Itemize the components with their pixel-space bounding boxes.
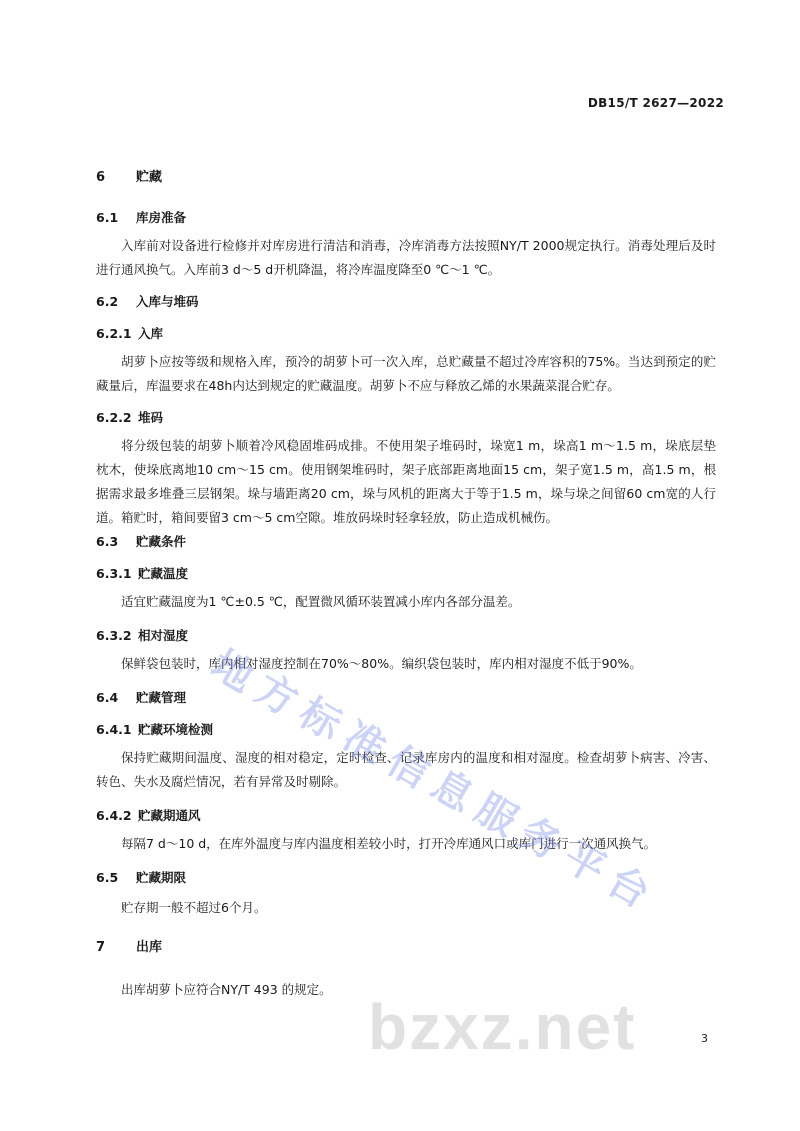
section-6-2-2-body: 将分级包装的胡萝卜顺着冷风稳固堆码成排。不使用架子堆码时，垛宽1 m，垛高1 m～1.5 m，垛底层垫枕木，使垛底离地10 cm～15 cm。使用钢架堆码时，架子底部距离地面15 cm，架子宽1.5 m，高1.5 m，根据需求最多堆叠三层钢架。垛与墙距离20 cm，垛与风机的距离大于等于1.5 m，垛与垛之间留60 cm宽的人行道。箱贮时，箱间要留3 cm～5 cm空隙。堆放码垛时轻拿轻放，防止造成机械伤。 <box>96 438 716 525</box>
section-6-3-1-heading <box>96 564 188 582</box>
section-number: 6.4.2 <box>96 808 132 823</box>
section-title: 出库 <box>136 940 163 955</box>
section-6-2-1-body: 胡萝卜应按等级和规格入库，预冷的胡萝卜可一次入库，总贮藏量不超过冷库容积的75%。当达到预定的贮藏量后，库温要求在48h内达到规定的贮藏温度。胡萝卜不应与释放乙烯的水果蔬菜混合贮存。 <box>96 354 716 393</box>
section-6-heading <box>96 166 162 185</box>
section-title: 贮藏温度 <box>138 566 189 581</box>
section-number: 6.3.2 <box>96 628 132 643</box>
section-7-heading <box>96 936 162 955</box>
section-6-2-heading <box>96 292 199 310</box>
watermark-char: 标 <box>291 688 350 750</box>
section-6-4-2-heading <box>96 806 201 824</box>
watermark-char: 信 <box>379 736 438 798</box>
section-title: 入库与堆码 <box>136 294 199 309</box>
section-6-4-1-heading <box>96 720 213 738</box>
section-6-5-heading <box>96 868 186 886</box>
section-6-2-1-heading <box>96 324 163 342</box>
watermark-char: 务 <box>511 808 570 870</box>
section-6-3-heading <box>96 532 186 550</box>
section-title: 堆码 <box>138 410 164 425</box>
watermark-char: 服 <box>467 784 526 846</box>
section-6-3-1-body: 适宜贮藏温度为1 ℃±0.5 ℃，配置微风循环装置减小库内各部分温差。 <box>121 594 521 609</box>
section-6-1-heading <box>96 208 186 226</box>
section-number: 6.4.1 <box>96 722 132 737</box>
section-6-5-body: 贮存期一般不超过6个月。 <box>121 900 267 915</box>
section-6-4-1-body: 保持贮藏期间温度、湿度的相对稳定，定时检查、记录库房内的温度和相对湿度。检查胡萝卜病害、冷害、转色、失水及腐烂情况，若有异常及时剔除。 <box>96 750 716 789</box>
watermark-char: 方 <box>247 664 306 726</box>
document-code: DB15/T 2627—2022 <box>587 96 724 110</box>
section-title: 库房准备 <box>136 210 187 225</box>
section-number: 6.5 <box>96 870 119 885</box>
section-7-body: 出库胡萝卜应符合NY/T 493 的规定。 <box>121 982 332 997</box>
section-number: 6.4 <box>96 690 119 705</box>
watermark-char: 准 <box>335 712 394 774</box>
section-6-3-2-heading <box>96 626 188 644</box>
section-number: 6.2 <box>96 294 119 309</box>
section-title: 入库 <box>138 326 164 341</box>
watermark-char: 台 <box>599 856 658 918</box>
section-number: 6.2.1 <box>96 326 132 341</box>
section-6-4-2-body: 每隔7 d～10 d，在库外温度与库内温度相差较小时，打开冷库通风口或库门进行一次通风换气。 <box>121 836 657 851</box>
section-title: 相对湿度 <box>138 628 189 643</box>
section-6-3-2-body: 保鲜袋包装时，库内相对湿度控制在70%～80%。编织袋包装时，库内相对湿度不低于90%。 <box>121 656 642 671</box>
section-title: 贮藏期通风 <box>138 808 201 823</box>
watermark-char: 地 <box>203 640 262 702</box>
section-title: 贮藏环境检测 <box>138 722 214 737</box>
section-number: 6.3.1 <box>96 566 132 581</box>
section-title: 贮藏 <box>136 170 163 185</box>
section-6-2-2-heading <box>96 408 163 426</box>
section-title: 贮藏期限 <box>136 870 187 885</box>
watermark-char: 息 <box>423 760 482 822</box>
section-title: 贮藏管理 <box>136 690 187 705</box>
site-watermark: bzxz.net <box>368 991 637 1063</box>
watermark-char: 平 <box>555 832 614 894</box>
section-number: 6 <box>96 170 106 185</box>
section-number: 6.3 <box>96 534 119 549</box>
page-number: 3 <box>701 1032 708 1045</box>
section-number: 6.2.2 <box>96 410 132 425</box>
section-title: 贮藏条件 <box>136 534 187 549</box>
section-number: 7 <box>96 940 106 955</box>
section-6-4-heading <box>96 688 186 706</box>
section-number: 6.1 <box>96 210 119 225</box>
section-6-1-body: 入库前对设备进行检修并对库房进行清洁和消毒，冷库消毒方法按照NY/T 2000规定执行。消毒处理后及时进行通风换气。入库前3 d～5 d开机降温，将冷库温度降至0 ℃～1 ℃。 <box>96 238 716 277</box>
